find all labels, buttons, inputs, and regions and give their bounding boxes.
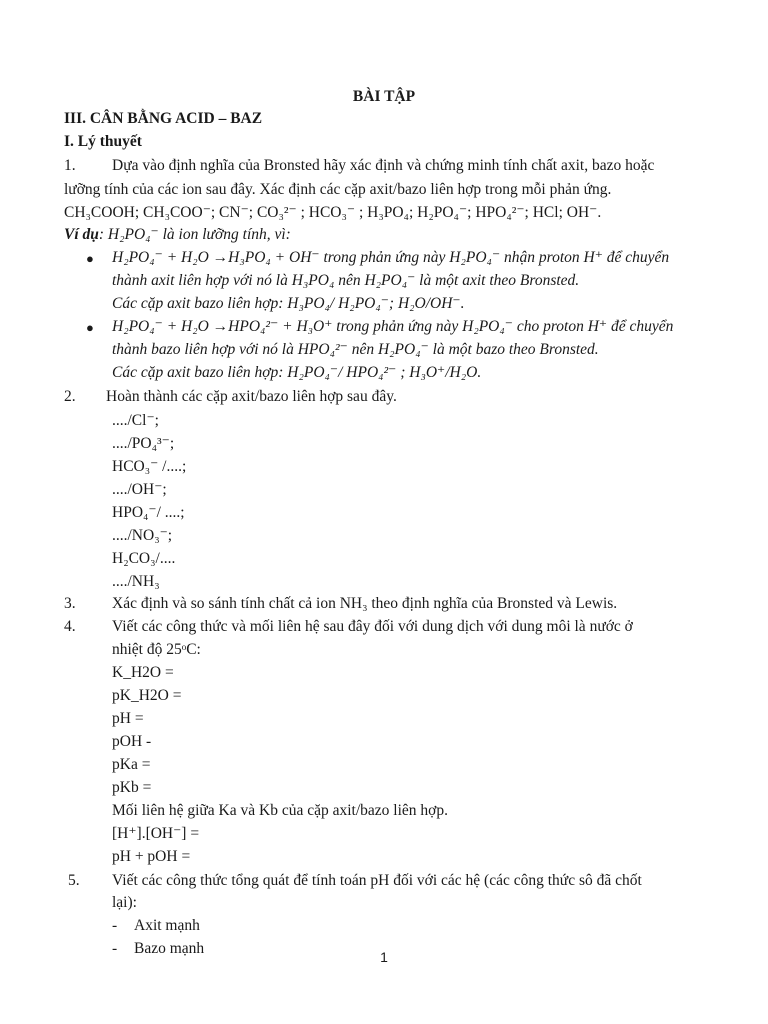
q1-example	[64, 226, 291, 244]
q2-item: ..../PO₄³⁻;	[112, 435, 175, 452]
q4-item: pH + pOH =	[112, 848, 191, 865]
q4-item: pK_H2O =	[112, 687, 182, 704]
q2-item: HPO₄⁻/ ....;	[112, 504, 185, 521]
q1-number: 1.	[64, 157, 76, 174]
q1-ion-list: CH₃COOH; CH₃COO⁻; CN⁻; CO₃²⁻ ; HCO₃⁻ ; H₃PO₄; H₂PO₄⁻; HPO₄²⁻; HCl; OH⁻.	[64, 204, 602, 221]
q1-bullet2-line3: Các cặp axit bazo liên hợp: H₂PO₄⁻/ HPO₄²⁻ ; H₃O⁺/H₂O.	[112, 364, 482, 381]
q2-text: Hoàn thành các cặp axit/bazo liên hợp sau đây.	[106, 388, 397, 405]
q2-item: ..../NO₃⁻;	[112, 527, 173, 544]
q4-item: pKa =	[112, 756, 151, 773]
q4-item: K_H2O =	[112, 664, 174, 681]
q4-item: pH =	[112, 710, 144, 727]
subsection-heading: I. Lý thuyết	[64, 133, 142, 150]
q5-dash: -	[112, 940, 118, 957]
q2-item: HCO₃⁻ /....;	[112, 458, 187, 475]
q4-item: pKb =	[112, 779, 152, 796]
q1-bullet2-line2: thành bazo liên hợp với nó là HPO₄²⁻ nên H₂PO₄⁻ là một bazo theo Bronsted.	[112, 341, 599, 358]
q1-bullet2-line1: H₂PO₄⁻ + H₂O →HPO₄²⁻ + H₃O⁺ trong phản ứng này H₂PO₄⁻ cho proton H⁺ để chuyển	[112, 318, 674, 335]
page-title: BÀI TẬP	[352, 88, 416, 105]
q2-item: ..../Cl⁻;	[112, 412, 159, 429]
q4-text-line1: Viết các công thức và mối liên hệ sau đây đối với dung dịch với dung môi là nước ở	[112, 618, 633, 635]
q1-bullet1-line1: H₂PO₄⁻ + H₂O →H₃PO₄ + OH⁻ trong phản ứng này H₂PO₄⁻ nhận proton H⁺ để chuyển	[112, 249, 670, 266]
q2-item: ..../OH⁻;	[112, 481, 167, 498]
q1-text-line1: Dựa vào định nghĩa của Bronsted hãy xác định và chứng minh tính chất axit, bazo hoặc	[112, 157, 655, 174]
q4-item: [H⁺].[OH⁻] =	[112, 825, 200, 842]
q1-bullet1-line3: Các cặp axit bazo liên hợp: H₃PO₄/ H₂PO₄⁻; H₂O/OH⁻.	[112, 295, 465, 312]
bullet-icon: ●	[86, 251, 94, 266]
q3-text: Xác định và so sánh tính chất cả ion NH₃ theo định nghĩa của Bronsted và Lewis.	[112, 595, 618, 612]
q5-dash: -	[112, 917, 118, 934]
q2-item: H₂CO₃/....	[112, 550, 176, 567]
q5-text-line1: Viết các công thức tổng quát để tính toán pH đối với các hệ (các công thức sô đã chốt	[112, 872, 642, 889]
q4-item: Mối liên hệ giữa Ka và Kb của cặp axit/bazo liên hợp.	[112, 802, 448, 819]
q5-item: Bazo mạnh	[134, 940, 205, 957]
q2-item: ..../NH₃	[112, 573, 160, 590]
q5-text-line2: lại):	[112, 894, 137, 911]
page-number: 1	[380, 949, 388, 965]
example-label: Ví dụ	[64, 226, 99, 243]
q2-number: 2.	[64, 388, 76, 405]
q5-item: Axit mạnh	[134, 917, 200, 934]
q5-number: 5.	[68, 872, 80, 889]
q1-bullet1-line2: thành axit liên hợp với nó là H₃PO₄ nên H₂PO₄⁻ là một axit theo Bronsted.	[112, 272, 580, 289]
q4-text-line2: nhiệt độ 25ᵒC:	[112, 641, 201, 658]
q1-text-line2: lưỡng tính của các ion sau đây. Xác định các cặp axit/bazo liên hợp trong mỗi phản ứng.	[64, 181, 612, 198]
q4-item: pOH -	[112, 733, 152, 750]
example-text: : H₂PO₄⁻ là ion lưỡng tính, vì:	[98, 226, 291, 243]
q3-number: 3.	[64, 595, 76, 612]
q4-number: 4.	[64, 618, 76, 635]
section-heading: III. CÂN BẰNG ACID – BAZ	[64, 110, 263, 127]
bullet-icon: ●	[86, 320, 94, 335]
